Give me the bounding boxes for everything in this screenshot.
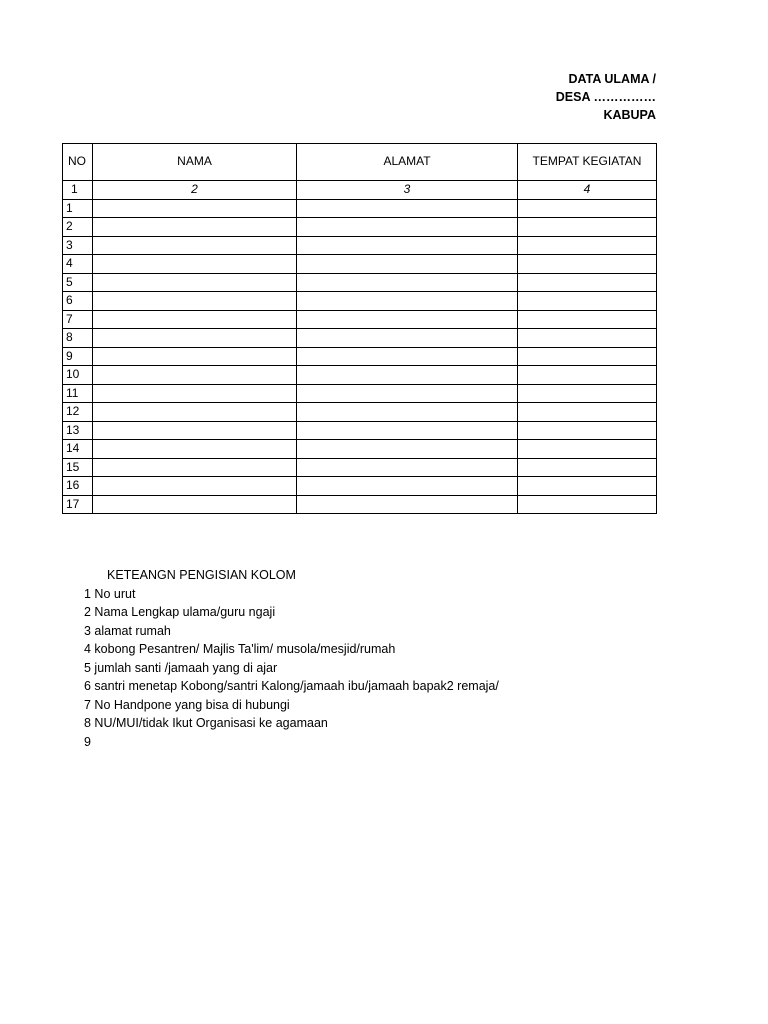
tempat-kegiatan-cell[interactable] [518, 329, 657, 348]
tempat-kegiatan-cell[interactable] [518, 255, 657, 274]
nama-cell[interactable] [93, 199, 297, 218]
tempat-kegiatan-cell[interactable] [518, 421, 657, 440]
column-header-tempat-kegiatan: TEMPAT KEGIATAN [518, 144, 657, 181]
alamat-cell[interactable] [297, 273, 518, 292]
table-row [63, 273, 657, 292]
row-number-cell: 13 [63, 421, 93, 440]
table-row [63, 310, 657, 329]
table-row [63, 458, 657, 477]
table-row [63, 403, 657, 422]
alamat-cell[interactable] [297, 477, 518, 496]
tempat-kegiatan-cell[interactable] [518, 236, 657, 255]
tempat-kegiatan-cell[interactable] [518, 347, 657, 366]
column-number: 4 [518, 181, 657, 200]
table-row [63, 440, 657, 459]
alamat-cell[interactable] [297, 495, 518, 514]
tempat-kegiatan-cell[interactable] [518, 199, 657, 218]
instruction-item: 7 No Handpone yang bisa di hubungi [84, 697, 290, 712]
row-number-cell: 4 [63, 255, 93, 274]
nama-cell[interactable] [93, 440, 297, 459]
table-header-row [63, 144, 657, 181]
table-row [63, 421, 657, 440]
table-row [63, 477, 657, 496]
instruction-item: 6 santri menetap Kobong/santri Kalong/jamaah ibu/jamaah bapak2 remaja/ [84, 679, 499, 693]
row-number-cell: 15 [63, 458, 93, 477]
row-number-cell: 11 [63, 384, 93, 403]
nama-cell[interactable] [93, 347, 297, 366]
alamat-cell[interactable] [297, 292, 518, 311]
nama-cell[interactable] [93, 310, 297, 329]
nama-cell[interactable] [93, 421, 297, 440]
tempat-kegiatan-cell[interactable] [518, 458, 657, 477]
document-header [556, 70, 656, 124]
tempat-kegiatan-cell[interactable] [518, 477, 657, 496]
alamat-cell[interactable] [297, 421, 518, 440]
row-number-cell: 12 [63, 403, 93, 422]
nama-cell[interactable] [93, 255, 297, 274]
row-number-cell: 1 [63, 199, 93, 218]
instruction-item: 9 [84, 734, 91, 749]
instruction-item: 5 jumlah santi /jamaah yang di ajar [84, 660, 278, 675]
alamat-cell[interactable] [297, 218, 518, 237]
nama-cell[interactable] [93, 458, 297, 477]
alamat-cell[interactable] [297, 384, 518, 403]
alamat-cell[interactable] [297, 403, 518, 422]
tempat-kegiatan-cell[interactable] [518, 495, 657, 514]
column-header-alamat: ALAMAT [297, 144, 518, 181]
column-number: 3 [297, 181, 518, 200]
ulama-data-table [62, 143, 657, 514]
alamat-cell[interactable] [297, 310, 518, 329]
nama-cell[interactable] [93, 495, 297, 514]
instruction-item: 3 alamat rumah [84, 623, 171, 638]
alamat-cell[interactable] [297, 255, 518, 274]
column-numbering-row [63, 181, 657, 200]
table-row [63, 384, 657, 403]
filling-instructions [84, 566, 499, 751]
tempat-kegiatan-cell[interactable] [518, 366, 657, 385]
tempat-kegiatan-cell[interactable] [518, 292, 657, 311]
alamat-cell[interactable] [297, 199, 518, 218]
nama-cell[interactable] [93, 273, 297, 292]
table-row [63, 329, 657, 348]
table-row [63, 199, 657, 218]
nama-cell[interactable] [93, 477, 297, 496]
instruction-item: 4 kobong Pesantren/ Majlis Ta'lim/ musola/mesjid/rumah [84, 642, 396, 656]
alamat-cell[interactable] [297, 347, 518, 366]
nama-cell[interactable] [93, 329, 297, 348]
table-row [63, 292, 657, 311]
header-title: DATA ULAMA / [568, 72, 656, 86]
row-number-cell: 9 [63, 347, 93, 366]
alamat-cell[interactable] [297, 329, 518, 348]
table-row [63, 236, 657, 255]
table-row [63, 255, 657, 274]
tempat-kegiatan-cell[interactable] [518, 384, 657, 403]
tempat-kegiatan-cell[interactable] [518, 310, 657, 329]
row-number-cell: 7 [63, 310, 93, 329]
instruction-item: 2 Nama Lengkap ulama/guru ngaji [84, 605, 276, 619]
table-row [63, 218, 657, 237]
alamat-cell[interactable] [297, 366, 518, 385]
row-number-cell: 6 [63, 292, 93, 311]
nama-cell[interactable] [93, 366, 297, 385]
nama-cell[interactable] [93, 292, 297, 311]
column-header-no: NO [63, 144, 93, 181]
row-number-cell: 10 [63, 366, 93, 385]
instructions-list [84, 585, 499, 752]
column-number: 2 [93, 181, 297, 200]
tempat-kegiatan-cell[interactable] [518, 403, 657, 422]
header-desa: DESA …………… [555, 90, 656, 104]
row-number-cell: 3 [63, 236, 93, 255]
header-kabupaten: KABUPA [603, 108, 656, 122]
row-number-cell: 2 [63, 218, 93, 237]
row-number-cell: 17 [63, 495, 93, 514]
tempat-kegiatan-cell[interactable] [518, 273, 657, 292]
row-number-cell: 14 [63, 440, 93, 459]
nama-cell[interactable] [93, 236, 297, 255]
instruction-item: 8 NU/MUI/tidak Ikut Organisasi ke agamaan [84, 716, 328, 730]
instructions-title: KETEANGN PENGISIAN KOLOM [107, 568, 296, 582]
row-number-cell: 16 [63, 477, 93, 496]
table-row [63, 366, 657, 385]
nama-cell[interactable] [93, 384, 297, 403]
column-header-nama: NAMA [93, 144, 297, 181]
instruction-item: 1 No urut [84, 586, 136, 601]
row-number-cell: 8 [63, 329, 93, 348]
tempat-kegiatan-cell[interactable] [518, 218, 657, 237]
nama-cell[interactable] [93, 403, 297, 422]
row-number-cell: 5 [63, 273, 93, 292]
table-row [63, 347, 657, 366]
alamat-cell[interactable] [297, 458, 518, 477]
tempat-kegiatan-cell[interactable] [518, 440, 657, 459]
column-number: 1 [63, 181, 93, 200]
table-row [63, 495, 657, 514]
nama-cell[interactable] [93, 218, 297, 237]
alamat-cell[interactable] [297, 236, 518, 255]
alamat-cell[interactable] [297, 440, 518, 459]
